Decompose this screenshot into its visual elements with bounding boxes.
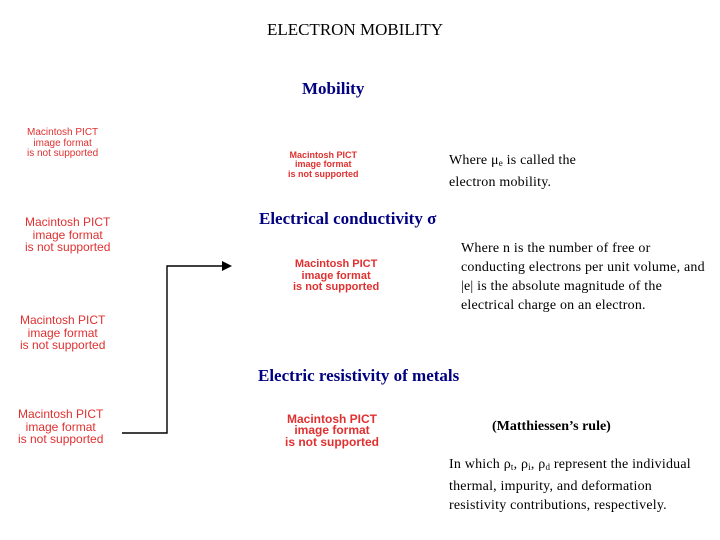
- matthiessen-rule-label: (Matthiessen’s rule): [492, 419, 611, 434]
- conductivity-note: Where n is the number of free or conducting electrons per unit volume, and |e| is the absolute magnitude of the electrical charge on an electron.: [461, 241, 705, 313]
- mobility-heading: Mobility: [302, 79, 365, 98]
- pict-placeholder-image: Macintosh PICT image format is not supported: [285, 412, 379, 449]
- resistivity-heading: Electric resistivity of metals: [258, 366, 460, 385]
- resistivity-note: In which $\rho_t$, $\rho_i$, $\rho_d$ represent the individual thermal, impurity, and deformation resistivity contributions, respectively.: [449, 457, 691, 513]
- slide-title: ELECTRON MOBILITY: [266, 20, 444, 39]
- pict-placeholder-image: Macintosh PICT image format is not supported: [27, 127, 99, 159]
- pict-placeholder-image: Macintosh PICT image format is not supported: [18, 407, 104, 447]
- pict-placeholder-image: Macintosh PICT image format is not supported: [288, 150, 359, 179]
- conductivity-heading: Electrical conductivity σ: [259, 209, 437, 228]
- pict-placeholder-image: Macintosh PICT image format is not supported: [293, 258, 380, 294]
- pict-placeholder-image: Macintosh PICT image format is not supported: [20, 313, 106, 353]
- pict-placeholder-image: Macintosh PICT image format is not supported: [25, 215, 111, 255]
- mobility-note: Where $\mu_e$ is called the electron mobility.: [449, 153, 577, 190]
